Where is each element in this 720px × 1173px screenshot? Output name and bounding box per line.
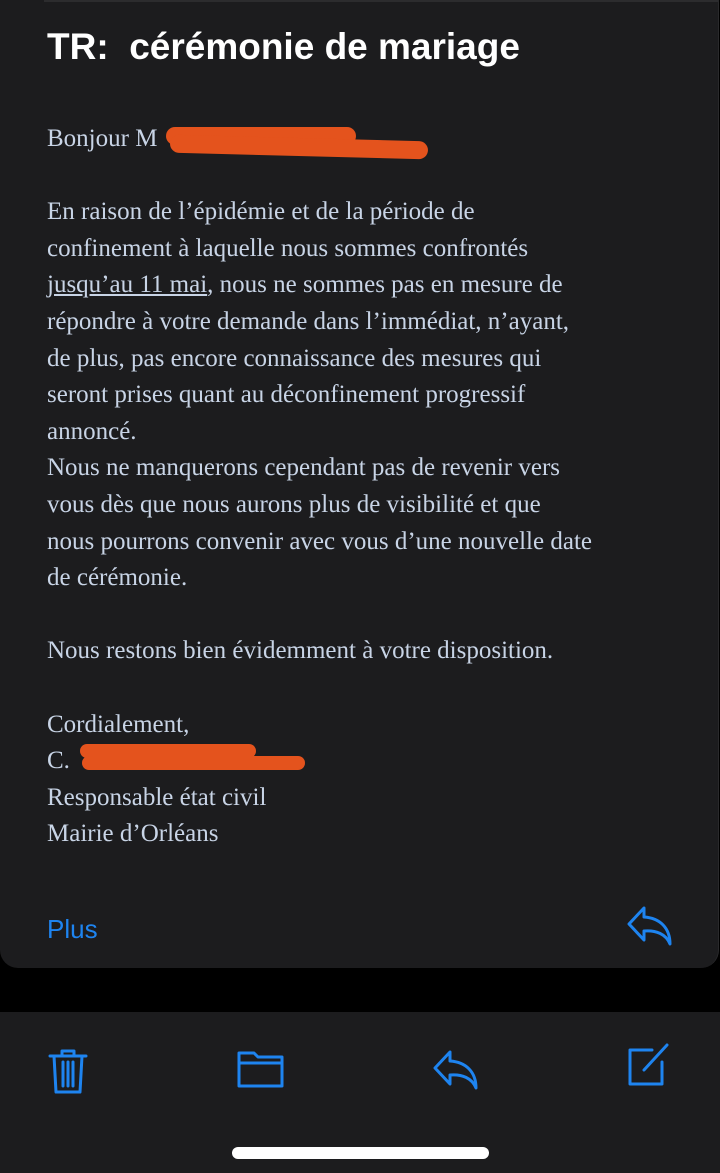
compose-button[interactable] xyxy=(626,1042,672,1093)
body-line: Nous restons bien évidemment à votre disposition. xyxy=(47,637,554,665)
email-subject: TR: cérémonie de mariage xyxy=(47,26,520,67)
body-line: nous pourrons convenir avec vous d’une nouvelle date xyxy=(47,527,592,555)
move-button[interactable] xyxy=(236,1048,286,1095)
delete-button[interactable] xyxy=(48,1048,88,1101)
body-line: de plus, pas encore connaissance des mesures qui xyxy=(47,344,542,372)
folder-icon xyxy=(236,1048,286,1090)
trash-icon xyxy=(48,1048,88,1096)
reply-button[interactable] xyxy=(626,904,674,953)
closing: Cordialement, xyxy=(47,710,190,738)
email-body: Bonjour M En raison de l’épidémie et de la période de confinement à laquelle nous sommes confrontés jusqu’au 11 mai, nous ne sommes pas en mesure de répondre à votre demande dans l’immédiat, n’ayant, de plus, pas encore connaissance des mesures qui seront prises quant au déconfinement progressif annoncé. Nous ne manquerons cependant pas de revenir vers vous dès que nous aurons plus de visibilité et que nous pourrons convenir avec vous d’une nouvelle date de cérémonie. Nous restons bien évidemment à votre disposition. Cordialement, C. Responsable état civil Mairie d’Orléans xyxy=(47,121,592,853)
body-line: vous dès que nous aurons plus de visibilité et que xyxy=(47,490,541,518)
body-line: En raison de l’épidémie et de la période de xyxy=(47,198,475,226)
body-line: Nous ne manquerons cependant pas de revenir vers xyxy=(47,454,561,482)
body-line: confinement à laquelle nous sommes confrontés xyxy=(47,234,529,262)
body-line: seront prises quant au déconfinement progressif xyxy=(47,381,526,409)
reply-toolbar-button[interactable] xyxy=(432,1048,480,1097)
home-indicator[interactable] xyxy=(232,1147,489,1159)
body-line: de cérémonie. xyxy=(47,564,188,592)
signature-org: Mairie d’Orléans xyxy=(47,820,219,848)
reply-icon xyxy=(432,1048,480,1092)
redaction-mark xyxy=(82,756,305,770)
more-button[interactable]: Plus xyxy=(47,914,98,944)
signature-title: Responsable état civil xyxy=(47,783,267,811)
divider xyxy=(44,0,718,2)
body-line: annoncé. xyxy=(47,417,137,445)
date-link[interactable]: jusqu’au 11 mai xyxy=(47,271,208,299)
signature-name: C. xyxy=(47,747,70,775)
body-line: répondre à votre demande dans l’immédiat, n’ayant, xyxy=(47,307,570,335)
reply-icon xyxy=(626,904,674,948)
greeting: Bonjour M xyxy=(47,125,158,152)
compose-icon xyxy=(626,1042,672,1088)
